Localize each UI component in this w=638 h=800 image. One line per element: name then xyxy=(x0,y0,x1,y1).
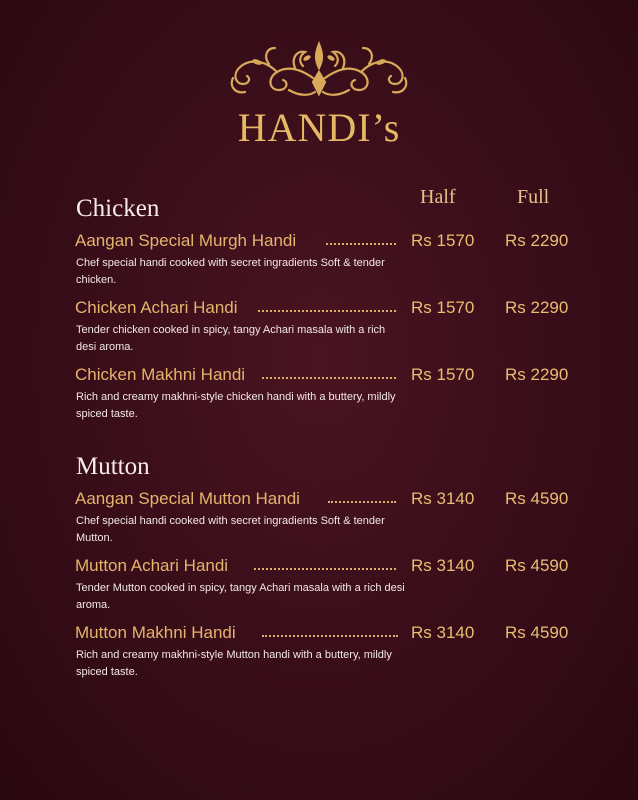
item-price-full: Rs 2290 xyxy=(505,298,569,317)
item-price-full: Rs 4590 xyxy=(505,489,569,508)
item-name: Aangan Special Murgh Handi xyxy=(75,231,297,250)
item-description: Chef special handi cooked with secret ingradients Soft & tender Mutton. xyxy=(76,515,385,544)
menu-item xyxy=(0,489,638,549)
item-price-half: Rs 1570 xyxy=(411,365,475,384)
item-price-full: Rs 4590 xyxy=(505,556,569,575)
item-description: Rich and creamy makhni-style Mutton handi with a buttery, mildly spiced taste. xyxy=(76,649,392,678)
item-price-half: Rs 1570 xyxy=(411,298,475,317)
menu-item xyxy=(0,231,638,291)
item-name: Chicken Makhni Handi xyxy=(75,365,246,384)
dotted-leader xyxy=(326,243,396,245)
item-price-half: Rs 3140 xyxy=(411,556,475,575)
dotted-leader xyxy=(258,310,396,312)
item-name: Mutton Makhni Handi xyxy=(75,623,236,642)
dotted-leader xyxy=(254,568,396,570)
item-name: Chicken Achari Handi xyxy=(75,298,238,317)
dotted-leader xyxy=(328,501,396,503)
item-description: Rich and creamy makhni-style chicken handi with a buttery, mildly spiced taste. xyxy=(76,391,396,420)
dotted-leader xyxy=(262,377,396,379)
section-title: Mutton xyxy=(76,453,150,480)
item-description: Tender Mutton cooked in spicy, tangy Achari masala with a rich desi aroma. xyxy=(76,582,405,611)
item-name: Aangan Special Mutton Handi xyxy=(75,489,300,508)
item-price-full: Rs 2290 xyxy=(505,365,569,384)
ornament-flourish-icon xyxy=(229,38,409,102)
item-description: Chef special handi cooked with secret ingradients Soft & tender chicken. xyxy=(76,257,385,286)
item-price-full: Rs 2290 xyxy=(505,231,569,250)
item-description: Tender chicken cooked in spicy, tangy Achari masala with a rich desi aroma. xyxy=(76,324,386,353)
page-title: HANDI’s xyxy=(237,105,401,150)
item-price-half: Rs 3140 xyxy=(411,489,475,508)
column-header-full: Full xyxy=(517,186,550,208)
menu-item xyxy=(0,623,638,683)
item-price-half: Rs 1570 xyxy=(411,231,475,250)
section-title: Chicken xyxy=(76,195,160,222)
item-price-full: Rs 4590 xyxy=(505,623,569,642)
menu-item xyxy=(0,298,638,358)
item-name: Mutton Achari Handi xyxy=(75,556,229,575)
dotted-leader xyxy=(262,635,398,637)
item-price-half: Rs 3140 xyxy=(411,623,475,642)
menu-item xyxy=(0,556,638,616)
menu-item xyxy=(0,365,638,425)
column-header-half: Half xyxy=(420,186,456,208)
